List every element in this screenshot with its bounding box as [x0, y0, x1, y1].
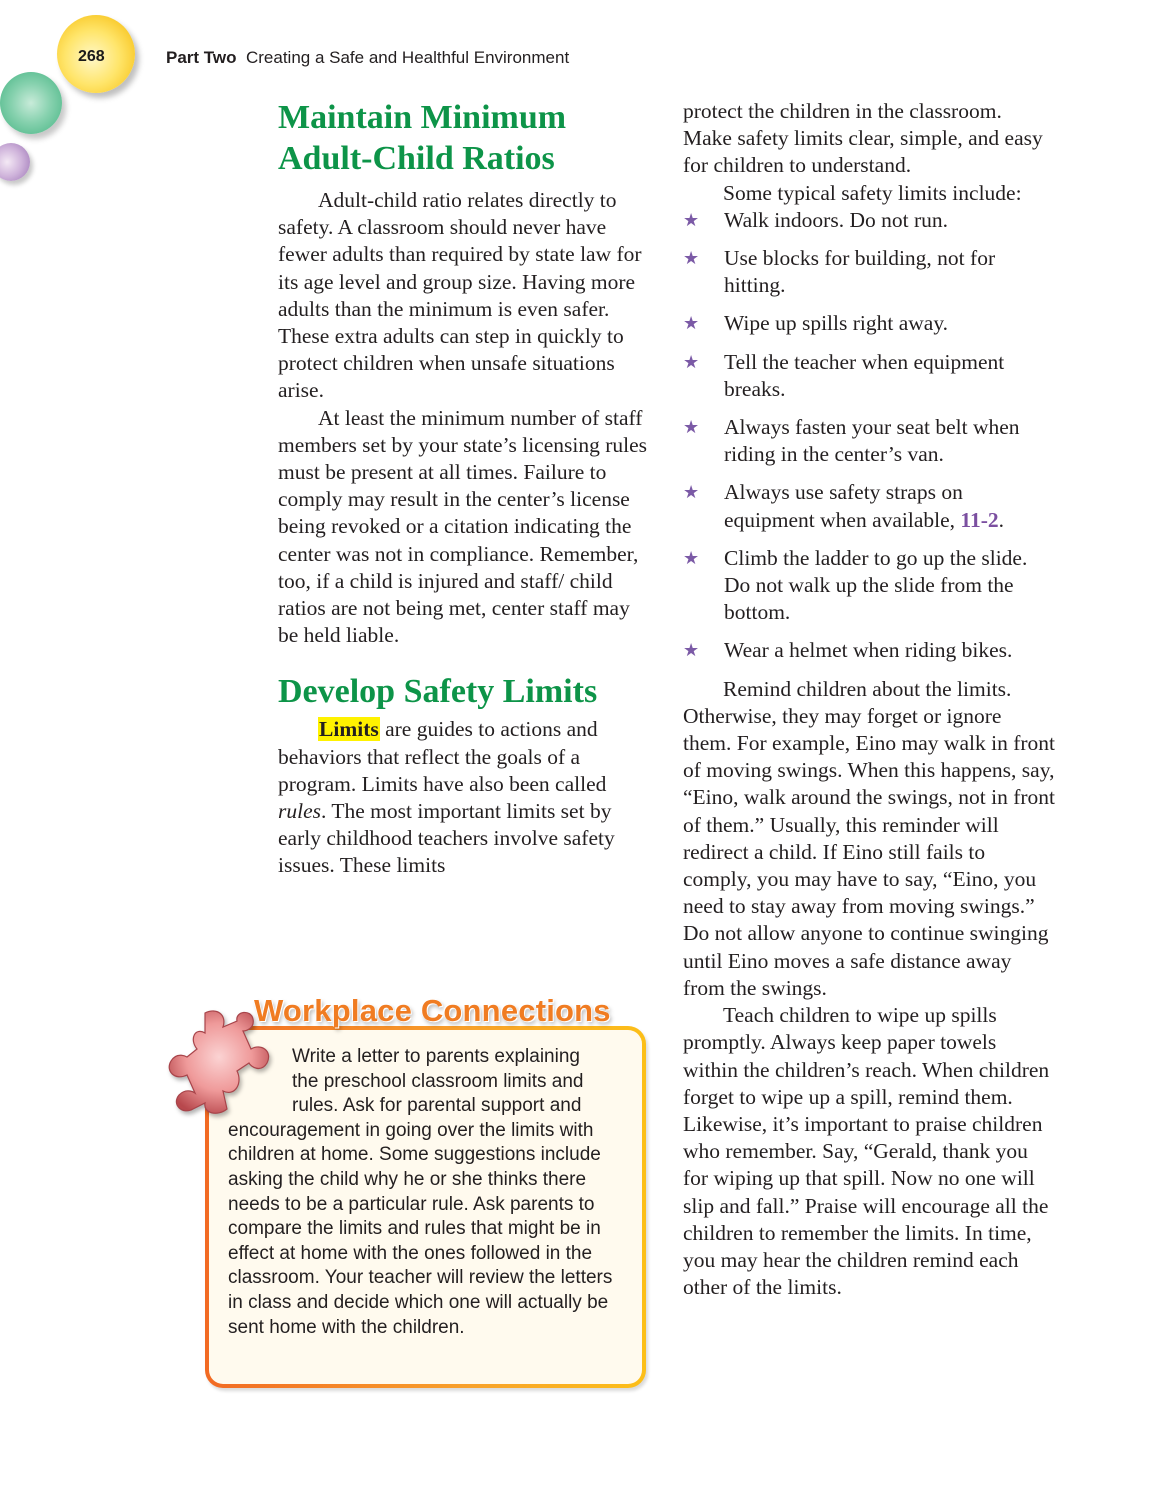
keyterm-limits: Limits — [319, 717, 379, 742]
star-icon: ★ — [683, 640, 700, 662]
list-item — [683, 207, 1055, 234]
list-item-text: Always use safety straps on equipment when available, — [724, 480, 963, 532]
heading-line-2: Adult-Child Ratios — [278, 140, 555, 177]
part-label: Part Two — [166, 48, 237, 67]
list-item — [683, 637, 1055, 664]
limits-text-b: . The most important limits set by early childhood teachers involve safety issues. These limits — [278, 799, 615, 878]
list-item — [683, 414, 1055, 468]
star-icon: ★ — [683, 482, 700, 504]
workplace-connections-text — [228, 1045, 628, 1340]
section-heading-safety-limits: Develop Safety Limits — [278, 673, 598, 711]
right-column — [683, 98, 1055, 1301]
star-icon: ★ — [683, 417, 700, 439]
star-icon: ★ — [683, 351, 700, 373]
safety-limits-list — [683, 207, 1055, 665]
teach-paragraph: Teach children to wipe up spills promptly. Always keep paper towels within the children’s reach. When children forget to wipe up a spill, remind them. Likewise, it’s important to praise children who remember. Say, “Gerald, thank you for wiping up that spill. Now no one will slip and fall.” Praise will encourage all the children to remember the limits. In time, you may hear the children remind each other of the limits. — [683, 1003, 1050, 1300]
star-icon: ★ — [683, 248, 700, 270]
list-item-text: Tell the teacher when equipment breaks. — [724, 349, 1005, 401]
list-item-text: Always fasten your seat belt when riding in the center’s van. — [724, 415, 1020, 467]
wc-text-rest: encouragement in going over the limits with children at home. Some suggestions include asking the child why he or she thinks there needs to be a particular rule. Ask parents to compare the limits and rules that might be in effect at home with the ones followed in the classroom. Your teacher will review the letters in class and decide which one will actually be sent home with the children. — [228, 1119, 613, 1338]
wc-line-3: rules. Ask for parental support and — [292, 1095, 582, 1117]
list-item — [683, 310, 1055, 337]
figure-reference-link[interactable]: 11-2 — [960, 507, 999, 532]
running-head — [166, 48, 569, 68]
list-item — [683, 545, 1055, 627]
star-icon: ★ — [683, 209, 700, 231]
star-icon: ★ — [683, 547, 700, 569]
green-ball-decoration — [0, 72, 62, 134]
list-item-text-end: . — [998, 507, 1005, 532]
left-column — [278, 97, 650, 880]
limits-paragraph-continued: protect the children in the classroom. Make safety limits clear, simple, and easy for children to understand. — [683, 99, 1043, 178]
italic-rules: rules — [278, 799, 321, 824]
ratios-paragraph-2: At least the minimum number of staff members set by your state’s licensing rules must be present at all times. Failure to comply may result in the center’s license being revoked or a citation indicating the center was not in compliance. Remember, too, if a child is injured and staff/ child ratios are not being met, center staff may be held liable. — [278, 405, 648, 648]
ratios-paragraph-1: Adult-child ratio relates directly to safety. A classroom should never have fewer adults than required by state law for its age level and group size. Having more adults than the minimum is even safer. These extra adults can step in quickly to protect children when unsafe situations arise. — [278, 188, 642, 403]
section-heading-ratios — [278, 97, 650, 179]
limits-paragraph-1 — [278, 716, 650, 879]
purple-ball-decoration — [0, 143, 30, 181]
wc-line-1: Write a letter to parents explaining — [292, 1046, 580, 1067]
list-item-text: Wear a helmet when riding bikes. — [724, 638, 1013, 663]
limits-text-a: are guides to actions and behaviors that reflect the goals of a program. Limits have also been called — [278, 717, 607, 796]
chapter-title: Creating a Safe and Healthful Environment — [245, 48, 570, 67]
list-item — [683, 349, 1055, 403]
remind-paragraph: Remind children about the limits. Otherwise, they may forget or ignore them. For example, Eino may walk in front of moving swings. When this happens, say, “Eino, walk around the swings, not in front of them.” Usually, this reminder will redirect a child. If Eino still fails to comply, you may have to say, “Eino, you need to stay away from moving swings.” Do not allow anyone to continue swinging until Eino moves a safe distance away from the swings. — [683, 676, 1056, 1000]
wc-line-2: the preschool classroom limits and — [292, 1070, 584, 1092]
page-number: 268 — [78, 48, 105, 65]
list-intro: Some typical safety limits include: — [723, 180, 1022, 205]
list-item — [683, 479, 1055, 533]
list-item-text: Climb the ladder to go up the slide. Do not walk up the slide from the bottom. — [724, 545, 1028, 625]
heading-line-1: Maintain Minimum — [278, 99, 567, 136]
list-item-text: Use blocks for building, not for hitting. — [724, 246, 996, 298]
list-item-text: Wipe up spills right away. — [724, 311, 949, 336]
list-item — [683, 245, 1055, 299]
workplace-connections-title: Workplace Connections — [254, 993, 611, 1028]
star-icon: ★ — [683, 313, 700, 335]
list-item-text: Walk indoors. Do not run. — [724, 207, 948, 232]
